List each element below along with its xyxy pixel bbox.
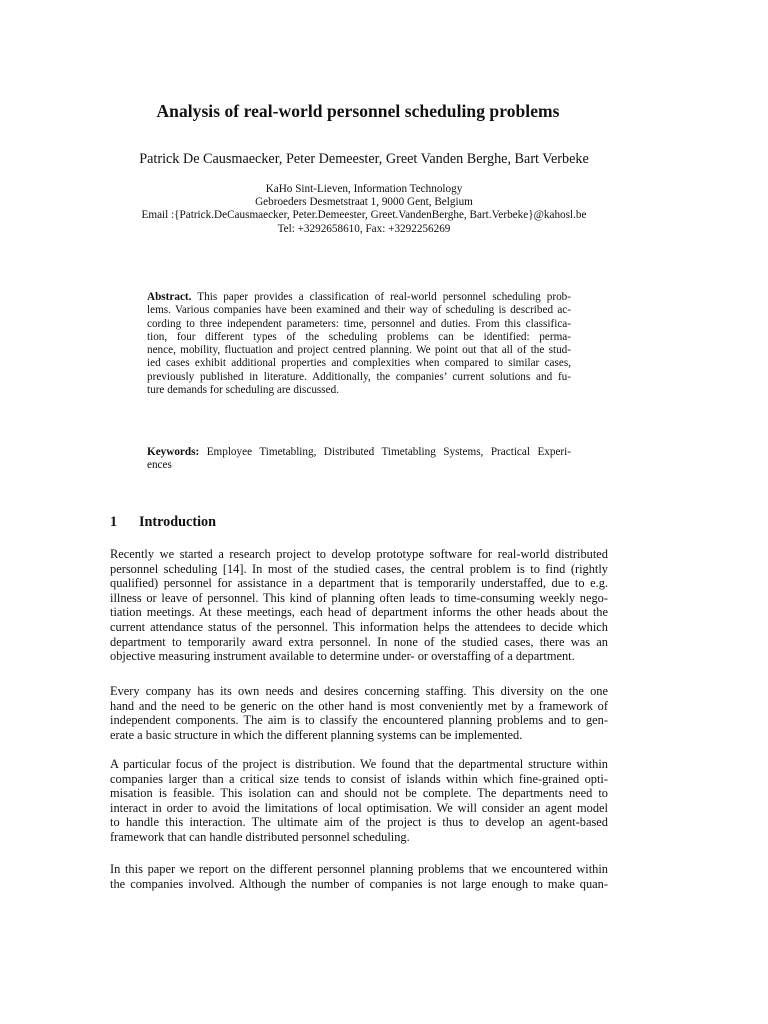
paragraph-line: tiation meetings. At these meetings, each head of department informs the other heads about the	[110, 605, 608, 620]
paragraph-line: to handle this interaction. The ultimate aim of the project is thus to develop an agent-based	[110, 815, 608, 830]
keywords-label: Keywords:	[147, 446, 200, 458]
affiliation-block	[0, 183, 728, 236]
section-number: 1	[110, 514, 118, 530]
affiliation-address: Gebroeders Desmetstraat 1, 9000 Gent, Belgium	[255, 196, 473, 209]
paragraph-line: Every company has its own needs and desires concerning staffing. This diversity on the one	[110, 684, 608, 698]
section-heading-introduction	[110, 514, 216, 531]
paragraph-line: misation is feasible. This isolation can and should not be complete. The departments need to	[110, 786, 608, 801]
abstract-line: ied cases exhibit additional properties and complexities when compared to similar cases,	[147, 357, 571, 370]
paragraph-line: In this paper we report on the different personnel planning problems that we encountered within	[110, 862, 608, 876]
abstract-line: cording to three independent parameters: time, personnel and duties. From this classifica-	[147, 317, 571, 330]
paragraph-line: illness or leave of personnel. This kind of planning often leads to time-consuming weekly nego-	[110, 590, 608, 605]
keywords-line	[147, 446, 571, 459]
paragraph-1	[110, 547, 608, 664]
paragraph-line: erate a basic structure in which the different planning systems can be implemented.	[110, 727, 523, 742]
paragraph-2	[110, 684, 608, 742]
paper-title: Analysis of real-world personnel scheduling problems	[156, 101, 560, 121]
abstract-label: Abstract.	[147, 291, 192, 303]
paragraph-line: independent components. The aim is to classify the encountered planning problems and to gen-	[110, 713, 608, 728]
paragraph-line: current attendance status of the personnel. This information helps the attendees to decide which	[110, 619, 608, 634]
affiliation-institution: KaHo Sint-Lieven, Information Technology	[265, 183, 463, 195]
paragraph-line: interact in order to avoid the limitations of local optimisation. We will consider an agent model	[110, 800, 608, 815]
affiliation-phone: Tel: +3292658610, Fax: +3292256269	[277, 222, 451, 235]
abstract-line: tion, four different types of the scheduling problems can be identified: perma-	[147, 330, 571, 343]
keywords-line: ences	[147, 459, 172, 472]
paragraph-line: the companies involved. Although the number of companies is not large enough to make quan-	[110, 876, 608, 891]
abstract-line: lems. Various companies have been examined and their way of scheduling is described ac-	[147, 304, 571, 317]
paragraph-4	[110, 862, 608, 891]
paragraph-line: Recently we started a research project to develop prototype software for real-world distributed	[110, 547, 608, 561]
keywords-text: Employee Timetabling, Distributed Timetabling Systems, Practical Experi-	[206, 446, 571, 458]
author-list: Patrick De Causmaecker, Peter Demeester, Greet Vanden Berghe, Bart Verbeke	[139, 151, 589, 167]
abstract-line: previously published in literature. Additionally, the companies’ current solutions and fu-	[147, 370, 571, 383]
affiliation-email: Email :{Patrick.DeCausmaecker, Peter.Demeester, Greet.VandenBerghe, Bart.Verbeke}@kahosl.be	[141, 209, 587, 222]
abstract-line	[147, 291, 571, 304]
paragraph-line: framework that can handle distributed personnel scheduling.	[110, 829, 410, 844]
paragraph-line: qualified) personnel for assistance in a department that is temporarily understaffed, due to e.g.	[110, 576, 608, 591]
abstract-line: nence, mobility, fluctuation and project centred planning. We point out that all of the stud-	[147, 344, 571, 357]
paragraph-line: companies larger than a critical size tends to consist of islands within which fine-grained opti-	[110, 771, 608, 786]
abstract-text: This paper provides a classification of real-world personnel scheduling prob-	[197, 291, 571, 303]
paragraph-line: hand and the need to be generic on the other hand is most conveniently met by a framework of	[110, 698, 608, 713]
section-title: Introduction	[139, 514, 216, 530]
paragraph-line: department to temporarily award extra personnel. In none of the studied cases, there was an	[110, 634, 608, 649]
paragraph-line: personnel scheduling [14]. In most of the studied cases, the central problem is to find (rightly	[110, 561, 608, 576]
keywords-block	[147, 446, 571, 473]
paragraph-line: A particular focus of the project is distribution. We found that the departmental structure within	[110, 757, 608, 771]
abstract-block	[147, 291, 571, 397]
paragraph-3	[110, 757, 608, 845]
paragraph-line: objective measuring instrument available to determine under- or overstaffing of a department.	[110, 649, 575, 664]
abstract-line: ture demands for scheduling are discussed.	[147, 384, 339, 397]
